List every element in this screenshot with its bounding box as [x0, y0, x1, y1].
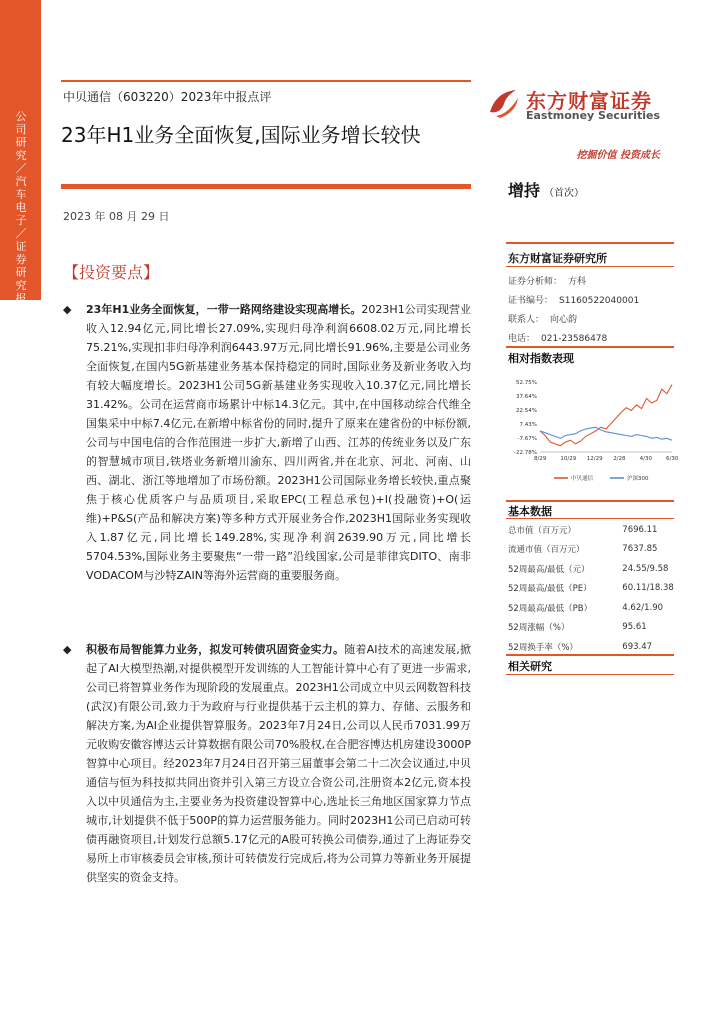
- y-tick-label: 52.75%: [516, 380, 537, 386]
- logo-en: Eastmoney Securities: [526, 109, 661, 122]
- x-tick-label: 12/29: [586, 456, 603, 462]
- diamond-bullet-icon: ◆: [63, 643, 72, 656]
- y-tick-label: 37.64%: [516, 394, 537, 400]
- related-title: 相关研究: [508, 660, 552, 673]
- basic-data-key: 总市值（百万元）: [508, 525, 577, 536]
- category-vertical-label: 公司研究／汽车电子／证券研究报告: [15, 110, 27, 318]
- basic-data-row: [508, 618, 674, 638]
- basic-data-value: 95.61: [622, 622, 647, 633]
- contact-label: 联系人：: [508, 315, 545, 325]
- report-date: 2023 年 08 月 29 日: [63, 210, 170, 223]
- basic-data-value: 4.62/1.90: [622, 602, 664, 613]
- bullet-1-lead: 23年H1业务全面恢复，一带一路网络建设实现高增长。: [86, 303, 362, 316]
- company-logo: [486, 82, 676, 128]
- relative-index-chart: [506, 374, 679, 492]
- basic-data-value: 7696.11: [622, 524, 658, 535]
- logo-cn: 东方财富证券: [526, 89, 652, 113]
- basic-data-value: 693.47: [622, 641, 653, 652]
- report-subtitle: 中贝通信（603220）2023年中报点评: [63, 90, 272, 104]
- basic-data-key: 流通市值（百万元）: [508, 545, 585, 556]
- y-tick-label: 7.43%: [519, 422, 537, 428]
- divider: [506, 500, 674, 502]
- basic-data-title: 基本数据: [508, 505, 552, 518]
- basic-data-key: 52周涨幅（%）: [508, 623, 570, 634]
- legend-label: 沪深300: [627, 476, 649, 482]
- basic-data-row: [508, 559, 674, 579]
- phone-line: [508, 331, 613, 344]
- y-tick-label: 22.54%: [516, 408, 537, 414]
- basic-data-row: [508, 520, 674, 540]
- basic-data-key: 52周换手率（%）: [508, 642, 578, 653]
- contact-name: 向心韵: [550, 315, 578, 325]
- basic-data-table: [508, 520, 674, 657]
- basic-data-value: 24.55/9.58: [622, 563, 669, 574]
- bullet-1: [61, 300, 471, 585]
- institute-name: 东方财富证券研究所: [508, 252, 607, 265]
- divider: [506, 654, 674, 656]
- rating-note: （首次）: [544, 188, 585, 199]
- phone-number: 021-23586478: [541, 334, 608, 344]
- divider: [506, 518, 674, 519]
- y-tick-label: -22.78%: [514, 450, 537, 456]
- basic-data-value: 60.11/18.38: [622, 583, 674, 594]
- bullet-2: [61, 640, 471, 887]
- basic-data-key: 52周最高/最低（PB）: [508, 603, 593, 614]
- analyst-name: 方科: [568, 277, 587, 287]
- x-tick-label: 10/29: [560, 456, 577, 462]
- rating-label: 增持: [508, 181, 541, 200]
- divider: [506, 346, 674, 348]
- phone-label: 电话：: [508, 334, 536, 344]
- x-tick-label: 4/30: [639, 456, 652, 462]
- contact-line: [508, 312, 583, 325]
- cert-number: S1160522040001: [559, 296, 640, 306]
- logo-mark-icon: [486, 84, 522, 120]
- x-tick-label: 8/29: [534, 456, 547, 462]
- analyst-line: [508, 274, 592, 287]
- y-tick-label: -7.67%: [517, 436, 537, 442]
- basic-data-value: 7637.85: [622, 544, 658, 555]
- left-band: [0, 0, 41, 318]
- rating: [508, 178, 584, 201]
- bullet-2-lead: 积极布局智能算力业务，拟发可转债巩固资金实力。: [86, 643, 345, 656]
- chart-title: 相对指数表现: [508, 352, 574, 365]
- basic-data-key: 52周最高/最低（元）: [508, 564, 590, 575]
- divider: [506, 674, 674, 675]
- section-heading: 【投资要点】: [63, 263, 160, 282]
- title-rule: [61, 184, 471, 189]
- bullet-1-body: 2023H1公司实现营业收入12.94亿元,同比增长27.09%,实现归母净利润6608.02万元,同比增长75.21%,实现扣非归母净利润6443.97万元,同比增长91.96%,主要是公司业务全面恢复,在国内5G新基建业务基本保持稳定的同时,国际业务及新业务收入均有较大幅度增长。2023H1公司5G新基建业务实现收入10.37亿元,同比增长31.42%。公司在运营商市场累计中标14.3亿元。其中,在中国移动综合代维全国集采中中标7.4亿元,在新增中标省份的同时,提升了原来在建省份的中标份额,公司与中国电信的合作范围进一步扩大,新增了山西、江苏的传统业务以及广东的智慧城市项目,铁塔业务新增川渝东、四川两省,并在北京、河北、河南、山西、湖北、浙江等地增加了市场份额。2023H1公司国际业务增长较快,重点聚焦于核心优质客户与品质项目,采取EPC(工程总承包)+I(投融资)+O(运维)+P&S(产品和解决方案)等多种方式开展业务合作,2023H1国际业务实现收入1.87亿元,同比增长149.28%,实现净利润2639.90万元,同比增长5704.53%,国际业务主要聚焦“一带一路”沿线国家,公司是菲律宾DITO、南非VODACOM与沙特ZAIN等海外运营商的重要服务商。: [86, 303, 471, 582]
- bullet-2-text: [86, 640, 471, 887]
- top-rule: [61, 80, 471, 82]
- cert-label: 证书编号：: [508, 296, 554, 306]
- legend-label: 中贝通信: [571, 476, 594, 482]
- bullet-1-text: [86, 300, 471, 585]
- x-tick-label: 6/30: [666, 456, 679, 462]
- analyst-label: 证券分析师：: [508, 277, 563, 287]
- divider: [506, 242, 674, 244]
- series-line-stock: [540, 385, 672, 446]
- slogan: 挖掘价值 投资成长: [576, 150, 660, 161]
- basic-data-row: [508, 540, 674, 560]
- basic-data-key: 52周最高/最低（PE）: [508, 584, 592, 595]
- cert-line: [508, 293, 645, 306]
- basic-data-row: [508, 598, 674, 618]
- divider: [506, 266, 674, 267]
- bullet-2-body: 随着AI技术的高速发展,掀起了AI大模型热潮,对提供模型开发训练的人工智能计算中心有了更进一步需求,公司已将智算业务作为现阶段的发展重点。2023H1公司成立中贝云网数智科技(武汉)有限公司,致力于为政府与行业提供基于云主机的算力、存储、云服务和解决方案,为AI企业提供智算服务。2023年7月24日,公司以人民币7031.99万元收购安徽容博达云计算数据有限公司70%股权,在合肥容博达机房建设3000P智算中心项目。经2023年7月24日召开第三届董事会第二十二次会议通过,中贝通信与恒为科技拟共同出资并引入第三方设立合资公司,注册资本2亿元,资本投入以中贝通信为主,主要业务为投资建设智算中心,选址长三角地区国家算力节点城市,计划提供不低于500P的算力运营服务能力。同时2023H1公司已启动可转债再融资项目,计划发行总额5.17亿元的A股可转换公司债券,通过了上海证券交易所上市审核委员会审核,预计可转债发行完成后,将为公司算力等新业务开展提供坚实的资金支持。: [86, 643, 472, 884]
- report-title: 23年H1业务全面恢复,国际业务增长较快: [61, 123, 421, 147]
- x-tick-label: 2/28: [613, 456, 626, 462]
- diamond-bullet-icon: ◆: [63, 303, 72, 316]
- basic-data-row: [508, 579, 674, 599]
